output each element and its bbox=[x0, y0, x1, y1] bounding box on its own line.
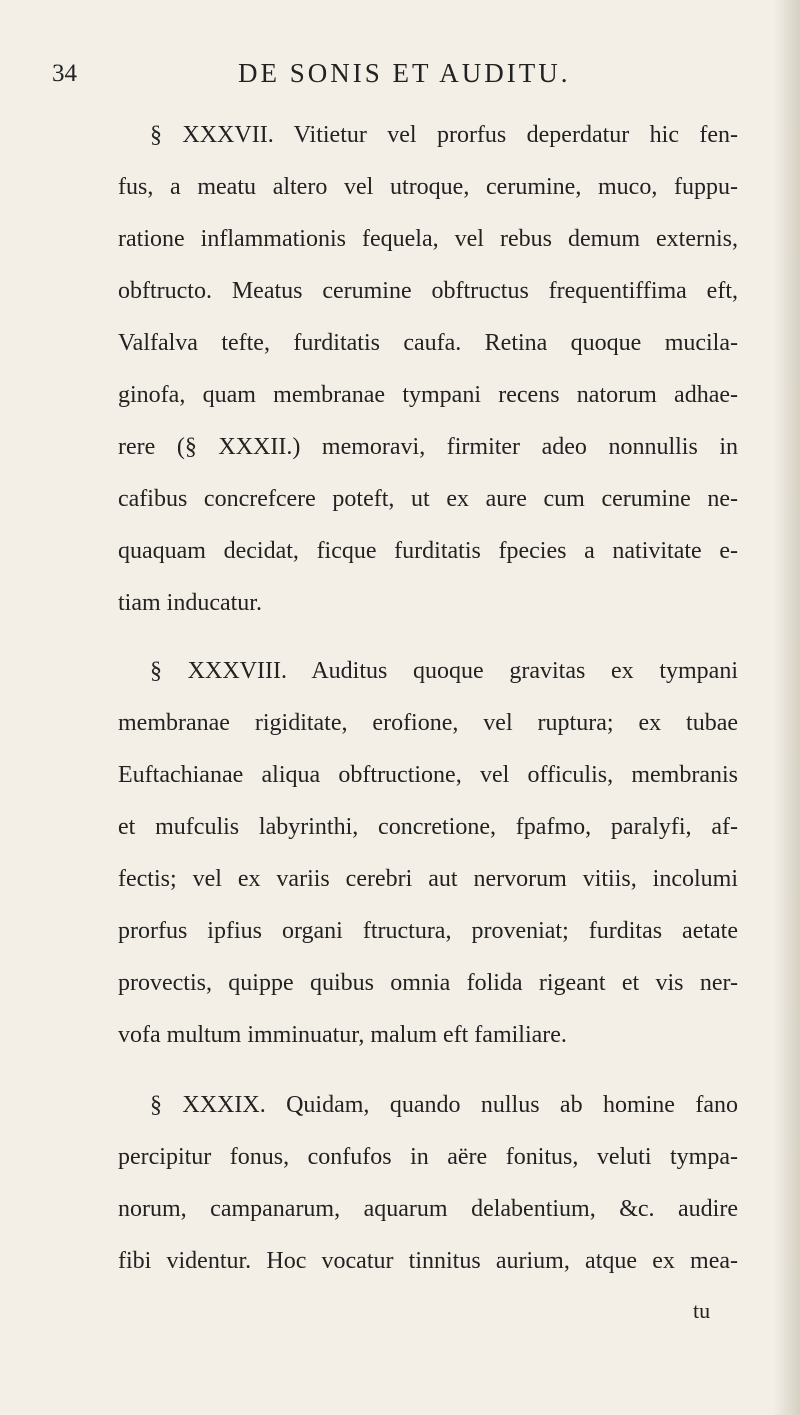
text-line: § XXXVIII. Auditus quoque gravitas ex tympani bbox=[150, 658, 738, 684]
text-line: Euftachianae aliqua obftructione, vel officulis, membranis bbox=[118, 762, 738, 788]
page-header bbox=[52, 60, 752, 100]
text-line: § XXXIX. Quidam, quando nullus ab homine fano bbox=[150, 1092, 738, 1118]
text-line: percipitur fonus, confufos in aëre fonitus, veluti tympa- bbox=[118, 1144, 738, 1170]
text-line: fectis; vel ex variis cerebri aut nervorum vitiis, incolumi bbox=[118, 866, 738, 892]
text-line: tiam inducatur. bbox=[118, 590, 262, 616]
text-line: Valfalva tefte, furditatis caufa. Retina quoque mucila- bbox=[118, 330, 738, 356]
text-line: provectis, quippe quibus omnia folida rigeant et vis ner- bbox=[118, 970, 738, 996]
text-line: obftructo. Meatus cerumine obftructus frequentiffima eft, bbox=[118, 278, 738, 304]
text-line: fibi videntur. Hoc vocatur tinnitus aurium, atque ex mea- bbox=[118, 1248, 738, 1274]
text-line: quaquam decidat, ficque furditatis fpecies a nativitate e- bbox=[118, 538, 738, 564]
text-line: norum, campanarum, aquarum delabentium, &c. audire bbox=[118, 1196, 738, 1222]
page-number: 34 bbox=[52, 60, 77, 87]
text-line: rere (§ XXXII.) memoravi, firmiter adeo nonnullis in bbox=[118, 434, 738, 460]
text-line: membranae rigiditate, erofione, vel ruptura; ex tubae bbox=[118, 710, 738, 736]
text-line: prorfus ipfius organi ftructura, proveniat; furditas aetate bbox=[118, 918, 738, 944]
text-line: fus, a meatu altero vel utroque, cerumine, muco, fuppu- bbox=[118, 174, 738, 200]
running-title: DE SONIS ET AUDITU. bbox=[238, 58, 571, 88]
text-line: et mufculis labyrinthi, concretione, fpafmo, paralyfi, af- bbox=[118, 814, 738, 840]
page-edge-shadow bbox=[774, 0, 800, 1415]
text-line: ratione inflammationis fequela, vel rebus demum externis, bbox=[118, 226, 738, 252]
catchword: tu bbox=[693, 1298, 711, 1323]
text-line: vofa multum imminuatur, malum eft familiare. bbox=[118, 1022, 567, 1048]
text-line: cafibus concrefcere poteft, ut ex aure cum cerumine ne- bbox=[118, 486, 738, 512]
text-line: ginofa, quam membranae tympani recens natorum adhae- bbox=[118, 382, 738, 408]
text-line: § XXXVII. Vitietur vel prorfus deperdatur hic fen- bbox=[150, 122, 738, 148]
